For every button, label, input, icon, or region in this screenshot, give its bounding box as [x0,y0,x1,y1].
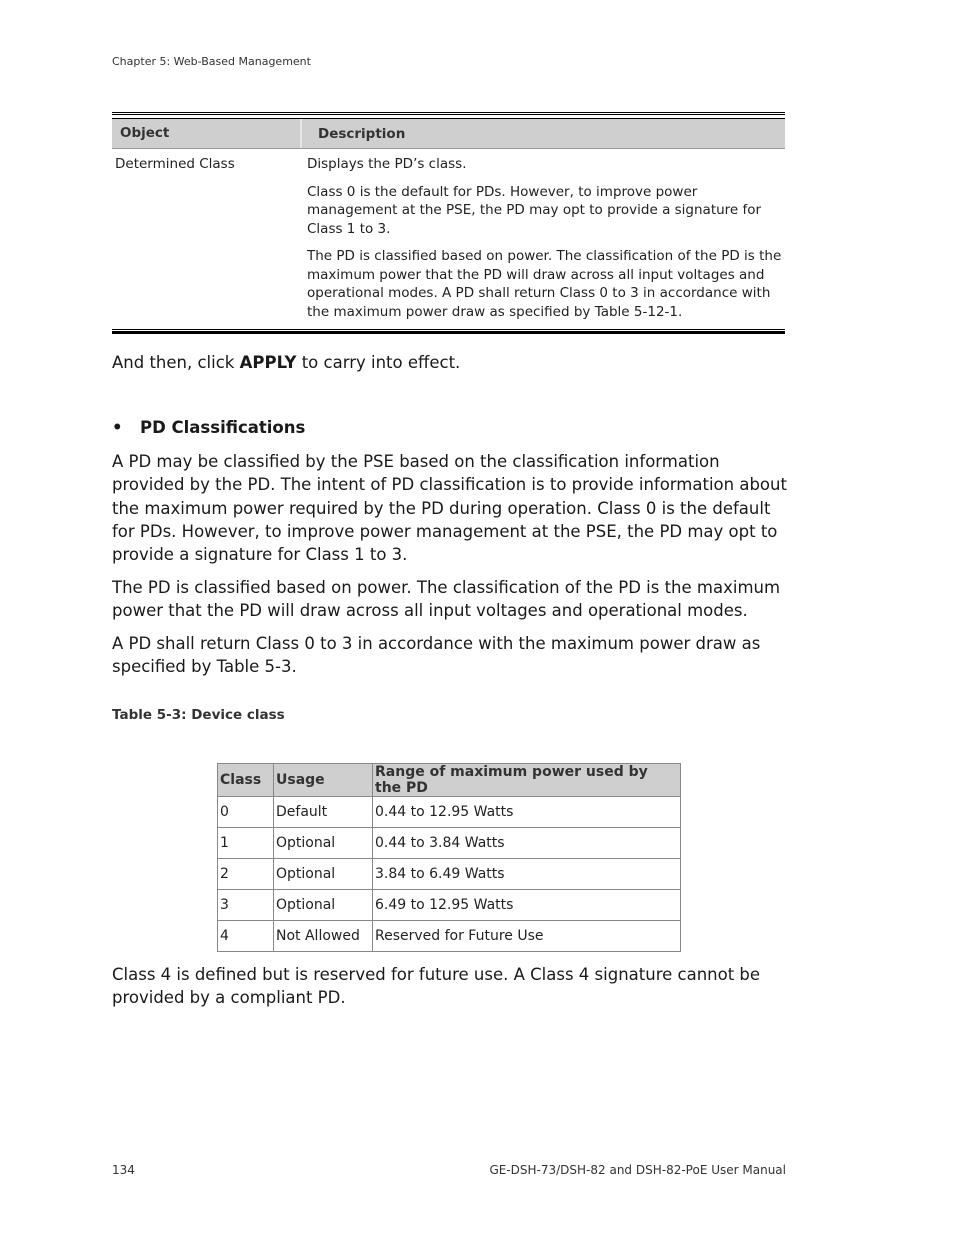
description-column-header: Description [318,125,406,142]
table-header-row [218,764,681,797]
paragraph-text: Class 4 is defined but is reserved for future use. A Class 4 signature cannot be provided by a compliant PD. [112,965,761,1008]
range-cell: 0.44 to 12.95 Watts [373,797,681,828]
apply-text-before: And then, click [112,353,240,372]
class-cell: 3 [218,890,274,921]
apply-instruction [112,351,792,374]
usage-cell: Optional [274,890,373,921]
description-line: The PD is classified based on power. The classification of the PD is the maximum power that the PD will draw across all input voltages and operational modes. A PD shall return Class 0 to 3 in accordance with the maximum power draw as specified by Table 5-12-1. [307,248,782,320]
class-cell: 4 [218,921,274,952]
usage-cell: Not Allowed [274,921,373,952]
description-line: Class 0 is the default for PDs. However, to improve power management at the PSE, the PD may opt to provide a signature for Class 1 to 3. [307,183,762,237]
table-top-rule [112,112,785,119]
table-header-row [112,119,785,149]
description-line: Displays the PD’s class. [307,156,467,172]
paragraph-2 [112,576,792,623]
paragraph-text: A PD shall return Class 0 to 3 in accordance with the maximum power draw as specified by Table 5-3. [112,634,761,677]
apply-keyword: APPLY [239,353,297,372]
manual-title: GE-DSH-73/DSH-82 and DSH-82-PoE User Manual [489,1163,786,1177]
table-row [112,149,785,330]
class-cell: 1 [218,828,274,859]
range-column-header: Range of maximum power used by the PD [373,764,681,797]
paragraph-1 [112,450,792,566]
range-cell: Reserved for Future Use [373,921,681,952]
range-cell: 0.44 to 3.84 Watts [373,828,681,859]
class-column-header: Class [218,764,274,797]
range-cell: 6.49 to 12.95 Watts [373,890,681,921]
table-caption: Table 5-3: Device class [112,707,285,723]
paragraph-text: A PD may be classified by the PSE based on the classification information provided by the PD. The intent of PD classification is to provide information about the maximum power required by the PD during operation. Class 0 is the default for PDs. However, to improve power management at the PSE, the PD may opt to provide a signature for Class 1 to 3. [112,452,787,565]
class-cell: 0 [218,797,274,828]
object-column-header: Object [112,119,302,148]
object-description-table [112,112,785,334]
usage-column-header: Usage [274,764,373,797]
device-class-table [217,763,681,952]
apply-text-after: to carry into effect. [296,353,461,372]
usage-cell: Optional [274,859,373,890]
usage-cell: Default [274,797,373,828]
description-cell [307,155,785,330]
usage-cell: Optional [274,828,373,859]
closing-paragraph [112,963,792,1010]
chapter-header: Chapter 5: Web-Based Management [112,55,311,68]
class-cell: 2 [218,859,274,890]
object-cell: Determined Class [115,156,235,172]
table-row [218,797,681,828]
paragraph-3 [112,632,792,679]
range-cell: 3.84 to 6.49 Watts [373,859,681,890]
section-title: PD Classifications [140,418,306,437]
table-row [218,921,681,952]
bullet-icon: • [112,418,123,437]
paragraph-text: The PD is classified based on power. The classification of the PD is the maximum power that the PD will draw across all input voltages and operational modes. [112,578,781,621]
page-number: 134 [112,1163,135,1177]
table-row [218,890,681,921]
table-row [218,859,681,890]
section-bullet [112,418,305,437]
table-row [218,828,681,859]
